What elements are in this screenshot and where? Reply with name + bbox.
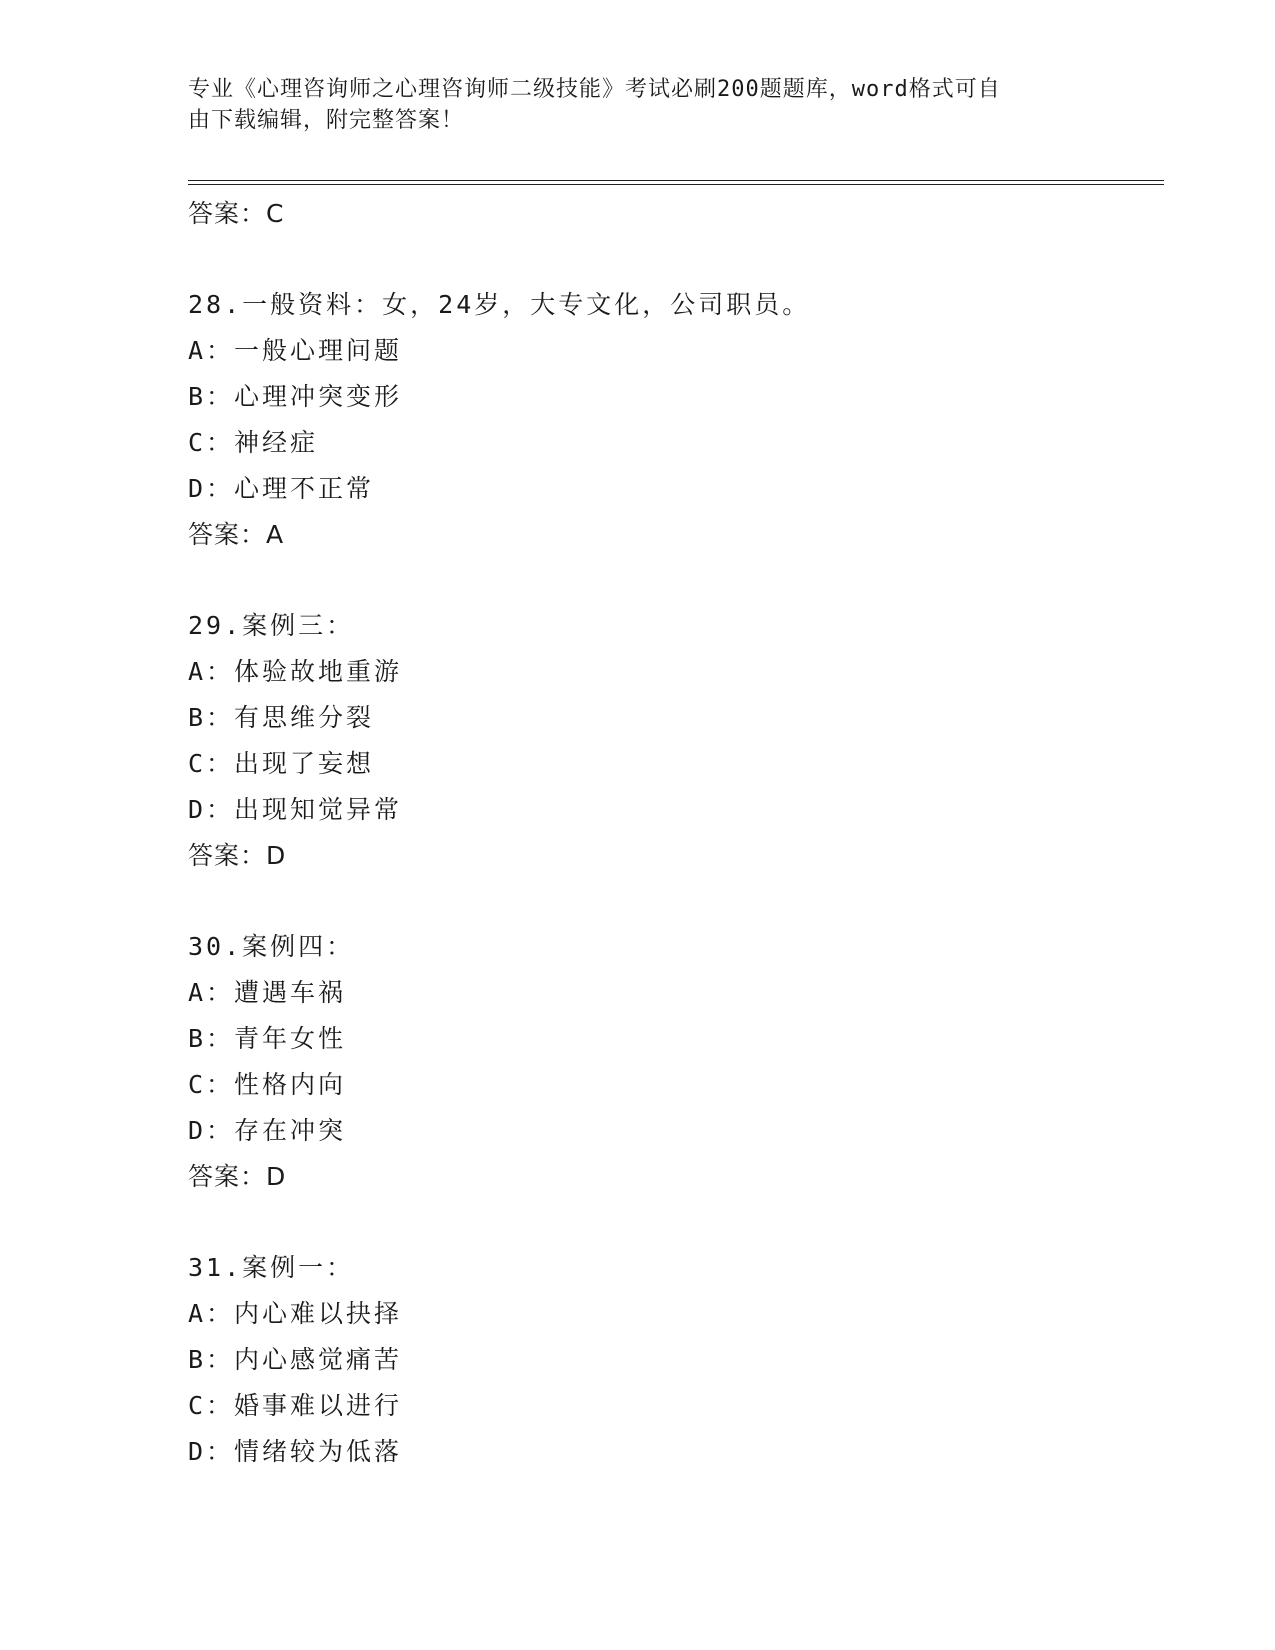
- option-c: C：神经症: [188, 428, 319, 457]
- option-a: A：一般心理问题: [188, 336, 403, 365]
- option-b: B：青年女性: [188, 1024, 347, 1053]
- option-d: D：出现知觉异常: [188, 795, 403, 824]
- question-title: 31.案例一：: [188, 1253, 355, 1282]
- header-line-2: 由下载编辑，附完整答案！: [188, 108, 465, 133]
- question-title: 28.一般资料：女，24岁，大专文化，公司职员。: [188, 290, 811, 319]
- question-28: [188, 282, 1164, 558]
- option-b: B：内心感觉痛苦: [188, 1345, 403, 1374]
- option-a: A：内心难以抉择: [188, 1299, 403, 1328]
- document-header: [188, 74, 1068, 136]
- header-divider-bottom: [188, 184, 1164, 185]
- option-c: C：婚事难以进行: [188, 1391, 403, 1420]
- answer-line: 答案：D: [188, 841, 287, 870]
- option-c: C：性格内向: [188, 1070, 347, 1099]
- header-divider-top: [188, 180, 1164, 181]
- option-b: B：有思维分裂: [188, 703, 375, 732]
- question-list: [188, 191, 1164, 1475]
- question-31: [188, 1245, 1164, 1475]
- option-d: D：存在冲突: [188, 1116, 347, 1145]
- answer-line: 答案：A: [188, 520, 285, 549]
- answer-line: 答案：C: [188, 199, 285, 228]
- option-b: B：心理冲突变形: [188, 382, 403, 411]
- question-29: [188, 603, 1164, 879]
- question-30: [188, 924, 1164, 1200]
- option-a: A：体验故地重游: [188, 657, 403, 686]
- option-d: D：情绪较为低落: [188, 1437, 403, 1466]
- option-d: D：心理不正常: [188, 474, 375, 503]
- option-a: A：遭遇车祸: [188, 978, 347, 1007]
- option-c: C：出现了妄想: [188, 749, 375, 778]
- question-title: 30.案例四：: [188, 932, 355, 961]
- header-line-1: 专业《心理咨询师之心理咨询师二级技能》考试必刷200题题库，word格式可自: [188, 77, 1001, 102]
- answer-line: 答案：D: [188, 1162, 287, 1191]
- question-title: 29.案例三：: [188, 611, 355, 640]
